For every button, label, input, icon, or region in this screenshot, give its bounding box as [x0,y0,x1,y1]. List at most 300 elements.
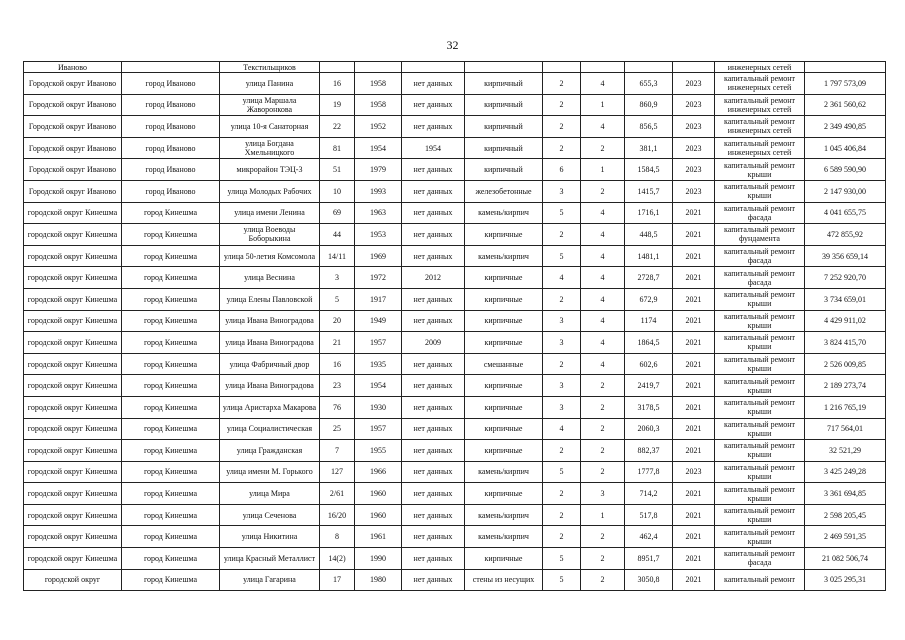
table-row [24,396,886,418]
table-row [24,569,886,591]
area-cell: 860,9 [625,94,673,116]
renovation-year-cell: нет данных [402,569,465,591]
area-cell: 3178,5 [625,396,673,418]
entrances-cell: 4 [581,288,625,310]
build-year-cell: 1954 [355,375,402,397]
work-type-cell: капитальный ремонт крыши [715,353,805,375]
house-number-cell: 17 [320,569,355,591]
build-year-cell: 1966 [355,461,402,483]
municipality-cell: городской округ Кинешма [24,267,122,289]
table-row [24,116,886,138]
house-number-cell: 2/61 [320,483,355,505]
cost-cell: 2 469 591,35 [805,526,886,548]
wall-material-cell: кирпичный [465,159,543,181]
street-cell: улица Веснина [220,267,320,289]
area-cell: 2419,7 [625,375,673,397]
cost-cell: 1 216 765,19 [805,396,886,418]
wall-material-cell: кирпичные [465,375,543,397]
entrances-cell: 2 [581,569,625,591]
settlement-cell: город Кинешма [122,461,220,483]
street-cell: улица Елены Павловской [220,288,320,310]
municipality-cell: городской округ Кинешма [24,418,122,440]
table-row [24,548,886,570]
settlement-cell: город Кинешма [122,375,220,397]
cost-cell: 472 855,92 [805,224,886,246]
plan-year-cell: 2021 [673,332,715,354]
entrances-cell: 2 [581,548,625,570]
cost-cell: 1 045 406,84 [805,137,886,159]
plan-year-cell: 2021 [673,267,715,289]
area-cell: 1415,7 [625,180,673,202]
work-type-cell: капитальный ремонт крыши [715,418,805,440]
table-row [24,159,886,181]
settlement-cell: город Иваново [122,137,220,159]
entrances-cell: 4 [581,245,625,267]
house-number-cell: 16 [320,73,355,95]
settlement-cell: город Кинешма [122,396,220,418]
build-year-cell: 1958 [355,73,402,95]
area-cell: 882,37 [625,440,673,462]
plan-year-cell: 2023 [673,159,715,181]
wall-material-cell: кирпичные [465,548,543,570]
street-cell: улица Гагарина [220,569,320,591]
house-number-cell [320,62,355,73]
build-year-cell: 1972 [355,267,402,289]
table-row [24,224,886,246]
entrances-cell: 4 [581,202,625,224]
wall-material-cell: кирпичные [465,396,543,418]
table-row [24,245,886,267]
wall-material-cell: кирпичный [465,73,543,95]
municipality-cell: Городской округ Иваново [24,137,122,159]
table-row [24,310,886,332]
house-number-cell: 20 [320,310,355,332]
street-cell: улица имени М. Горького [220,461,320,483]
wall-material-cell: камень/кирпич [465,504,543,526]
renovation-year-cell: нет данных [402,375,465,397]
settlement-cell: город Иваново [122,116,220,138]
plan-year-cell: 2021 [673,396,715,418]
table-row [24,267,886,289]
table-row [24,461,886,483]
municipality-cell: городской округ Кинешма [24,245,122,267]
municipality-cell: городской округ Кинешма [24,375,122,397]
plan-year-cell: 2023 [673,461,715,483]
settlement-cell: город Кинешма [122,353,220,375]
floors-cell: 5 [543,461,581,483]
settlement-cell: город Иваново [122,94,220,116]
wall-material-cell: железобетонные [465,180,543,202]
floors-cell: 2 [543,137,581,159]
work-type-cell: капитальный ремонт инженерных сетей [715,116,805,138]
work-type-cell: капитальный ремонт крыши [715,440,805,462]
settlement-cell: город Кинешма [122,483,220,505]
settlement-cell: город Иваново [122,180,220,202]
page-number: 32 [446,38,459,52]
wall-material-cell: кирпичные [465,224,543,246]
cost-cell: 3 425 249,28 [805,461,886,483]
area-cell [625,62,673,73]
house-number-cell: 10 [320,180,355,202]
work-type-cell: капитальный ремонт крыши [715,504,805,526]
work-type-cell: инженерных сетей [715,62,805,73]
area-cell: 1716,1 [625,202,673,224]
plan-year-cell: 2021 [673,504,715,526]
plan-year-cell: 2021 [673,288,715,310]
table-row [24,94,886,116]
street-cell: улица Никитина [220,526,320,548]
area-cell: 1864,5 [625,332,673,354]
table-row [24,180,886,202]
entrances-cell: 1 [581,159,625,181]
municipality-cell: городской округ Кинешма [24,353,122,375]
house-number-cell: 19 [320,94,355,116]
work-type-cell: капитальный ремонт [715,569,805,591]
renovation-year-cell: нет данных [402,548,465,570]
floors-cell: 3 [543,396,581,418]
street-cell: улица имени Ленина [220,202,320,224]
work-type-cell: капитальный ремонт фасада [715,202,805,224]
entrances-cell: 2 [581,375,625,397]
renovation-year-cell: нет данных [402,116,465,138]
build-year-cell: 1953 [355,224,402,246]
street-cell: улица Маршала Жаворонкова [220,94,320,116]
area-cell: 448,5 [625,224,673,246]
plan-year-cell: 2021 [673,483,715,505]
work-type-cell: капитальный ремонт крыши [715,288,805,310]
street-cell: улица Аристарха Макарова [220,396,320,418]
wall-material-cell: кирпичные [465,288,543,310]
house-number-cell: 14(2) [320,548,355,570]
cost-cell: 6 589 590,90 [805,159,886,181]
table-row [24,137,886,159]
plan-year-cell: 2021 [673,548,715,570]
house-number-cell: 7 [320,440,355,462]
cost-cell: 7 252 920,70 [805,267,886,289]
municipality-cell: городской округ Кинешма [24,548,122,570]
floors-cell: 6 [543,159,581,181]
renovation-year-cell: нет данных [402,224,465,246]
cost-cell: 21 082 506,74 [805,548,886,570]
floors-cell: 2 [543,440,581,462]
street-cell: улица Сеченова [220,504,320,526]
entrances-cell: 4 [581,267,625,289]
plan-year-cell: 2023 [673,116,715,138]
municipality-cell: городской округ [24,569,122,591]
renovation-year-cell: 2012 [402,267,465,289]
settlement-cell: город Кинешма [122,569,220,591]
renovation-year-cell: 1954 [402,137,465,159]
area-cell: 602,6 [625,353,673,375]
build-year-cell: 1980 [355,569,402,591]
wall-material-cell: кирпичные [465,267,543,289]
floors-cell: 2 [543,288,581,310]
area-cell: 3050,8 [625,569,673,591]
area-cell: 517,8 [625,504,673,526]
area-cell: 856,5 [625,116,673,138]
cost-cell: 1 797 573,09 [805,73,886,95]
entrances-cell: 4 [581,310,625,332]
build-year-cell: 1930 [355,396,402,418]
build-year-cell: 1952 [355,116,402,138]
municipality-cell: городской округ Кинешма [24,310,122,332]
street-cell: улица Мира [220,483,320,505]
renovation-year-cell: нет данных [402,418,465,440]
floors-cell: 5 [543,548,581,570]
floors-cell: 5 [543,245,581,267]
plan-year-cell: 2023 [673,73,715,95]
work-type-cell: капитальный ремонт инженерных сетей [715,137,805,159]
work-type-cell: капитальный ремонт крыши [715,310,805,332]
table-row [24,73,886,95]
table-row [24,62,886,73]
plan-year-cell: 2021 [673,224,715,246]
build-year-cell: 1949 [355,310,402,332]
wall-material-cell: смешанные [465,353,543,375]
work-type-cell: капитальный ремонт крыши [715,180,805,202]
entrances-cell: 2 [581,526,625,548]
cost-cell: 2 189 273,74 [805,375,886,397]
wall-material-cell: камень/кирпич [465,461,543,483]
entrances-cell: 4 [581,116,625,138]
cost-cell: 32 521,29 [805,440,886,462]
settlement-cell: город Кинешма [122,267,220,289]
house-number-cell: 5 [320,288,355,310]
house-number-cell: 44 [320,224,355,246]
municipality-cell: городской округ Кинешма [24,440,122,462]
cost-cell: 3 361 694,85 [805,483,886,505]
wall-material-cell: кирпичные [465,440,543,462]
wall-material-cell: кирпичный [465,116,543,138]
street-cell: улица Фабричный двор [220,353,320,375]
table-row [24,375,886,397]
work-type-cell: капитальный ремонт крыши [715,396,805,418]
floors-cell: 4 [543,267,581,289]
area-cell: 8951,7 [625,548,673,570]
wall-material-cell: камень/кирпич [465,245,543,267]
area-cell: 2728,7 [625,267,673,289]
renovation-year-cell: нет данных [402,483,465,505]
municipality-cell: Городской округ Иваново [24,73,122,95]
work-type-cell: капитальный ремонт крыши [715,461,805,483]
renovation-year-cell: нет данных [402,288,465,310]
floors-cell: 2 [543,483,581,505]
plan-year-cell: 2021 [673,569,715,591]
street-cell: улица Красный Металлист [220,548,320,570]
work-type-cell: капитальный ремонт инженерных сетей [715,73,805,95]
municipality-cell: городской округ Кинешма [24,461,122,483]
settlement-cell: город Кинешма [122,288,220,310]
build-year-cell: 1963 [355,202,402,224]
renovation-year-cell: нет данных [402,526,465,548]
municipality-cell: городской округ Кинешма [24,396,122,418]
municipality-cell: городской округ Кинешма [24,332,122,354]
street-cell: улица Социалистическая [220,418,320,440]
floors-cell: 3 [543,375,581,397]
street-cell: улица Молодых Рабочих [220,180,320,202]
street-cell: улица 50-летия Комсомола [220,245,320,267]
house-number-cell: 21 [320,332,355,354]
street-cell: улица Панина [220,73,320,95]
cost-cell: 4 041 655,75 [805,202,886,224]
plan-year-cell: 2021 [673,526,715,548]
plan-year-cell [673,62,715,73]
entrances-cell: 4 [581,332,625,354]
street-cell: микрорайон ТЭЦ-3 [220,159,320,181]
municipality-cell: Городской округ Иваново [24,94,122,116]
municipality-cell: Городской округ Иваново [24,116,122,138]
floors-cell: 4 [543,418,581,440]
house-number-cell: 51 [320,159,355,181]
build-year-cell: 1935 [355,353,402,375]
settlement-cell: город Кинешма [122,526,220,548]
cost-cell: 3 824 415,70 [805,332,886,354]
build-year-cell: 1957 [355,332,402,354]
municipality-cell: городской округ Кинешма [24,202,122,224]
work-type-cell: капитальный ремонт фундамента [715,224,805,246]
cost-cell: 3 734 659,01 [805,288,886,310]
table-row [24,526,886,548]
wall-material-cell [465,62,543,73]
area-cell: 672,9 [625,288,673,310]
plan-year-cell: 2023 [673,137,715,159]
work-type-cell: капитальный ремонт крыши [715,375,805,397]
area-cell: 462,4 [625,526,673,548]
build-year-cell: 1990 [355,548,402,570]
municipality-cell: Городской округ Иваново [24,159,122,181]
floors-cell: 5 [543,569,581,591]
build-year-cell: 1960 [355,504,402,526]
street-cell: улица Ивана Виноградова [220,332,320,354]
area-cell: 1481,1 [625,245,673,267]
street-cell: улица Ивана Виноградова [220,310,320,332]
floors-cell: 3 [543,180,581,202]
build-year-cell: 1960 [355,483,402,505]
street-cell: улица 10-я Санаторная [220,116,320,138]
floors-cell [543,62,581,73]
build-year-cell: 1955 [355,440,402,462]
cost-cell: 2 526 009,85 [805,353,886,375]
renovation-year-cell: нет данных [402,159,465,181]
wall-material-cell: камень/кирпич [465,202,543,224]
renovation-year-cell [402,62,465,73]
build-year-cell: 1993 [355,180,402,202]
settlement-cell: город Кинешма [122,332,220,354]
house-number-cell: 14/11 [320,245,355,267]
renovation-year-cell: нет данных [402,310,465,332]
cost-cell: 2 147 930,00 [805,180,886,202]
work-type-cell: капитальный ремонт крыши [715,526,805,548]
settlement-cell: город Кинешма [122,224,220,246]
plan-year-cell: 2023 [673,180,715,202]
floors-cell: 3 [543,310,581,332]
street-cell: улица Гражданская [220,440,320,462]
house-number-cell: 16/20 [320,504,355,526]
cost-cell: 717 564,01 [805,418,886,440]
build-year-cell: 1961 [355,526,402,548]
wall-material-cell: кирпичные [465,332,543,354]
table-row [24,440,886,462]
settlement-cell: город Иваново [122,159,220,181]
area-cell: 714,2 [625,483,673,505]
wall-material-cell: кирпичный [465,94,543,116]
area-cell: 1777,8 [625,461,673,483]
renovation-year-cell: нет данных [402,504,465,526]
table-row [24,418,886,440]
cost-cell: 2 361 560,62 [805,94,886,116]
house-number-cell: 76 [320,396,355,418]
work-type-cell: капитальный ремонт крыши [715,159,805,181]
build-year-cell [355,62,402,73]
area-cell: 655,3 [625,73,673,95]
cost-cell: 2 598 205,45 [805,504,886,526]
floors-cell: 3 [543,332,581,354]
settlement-cell: город Кинешма [122,504,220,526]
municipality-cell: городской округ Кинешма [24,224,122,246]
area-cell: 2060,3 [625,418,673,440]
renovation-year-cell: нет данных [402,353,465,375]
entrances-cell: 2 [581,440,625,462]
plan-year-cell: 2021 [673,375,715,397]
floors-cell: 2 [543,224,581,246]
street-cell: Текстильщиков [220,62,320,73]
cost-cell: 2 349 490,85 [805,116,886,138]
plan-year-cell: 2021 [673,440,715,462]
street-cell: улица Богдана Хмельницкого [220,137,320,159]
plan-year-cell: 2021 [673,202,715,224]
plan-year-cell: 2021 [673,418,715,440]
wall-material-cell: кирпичный [465,137,543,159]
floors-cell: 2 [543,116,581,138]
municipality-cell: городской округ Кинешма [24,504,122,526]
settlement-cell: город Кинешма [122,440,220,462]
renovation-year-cell: нет данных [402,461,465,483]
settlement-cell [122,62,220,73]
entrances-cell: 2 [581,418,625,440]
entrances-cell: 4 [581,224,625,246]
cost-cell [805,62,886,73]
wall-material-cell: камень/кирпич [465,526,543,548]
table-body [24,62,886,591]
street-cell: улица Воеводы Боборыкина [220,224,320,246]
entrances-cell: 3 [581,483,625,505]
table-row [24,504,886,526]
plan-year-cell: 2021 [673,310,715,332]
area-cell: 381,1 [625,137,673,159]
floors-cell: 5 [543,202,581,224]
house-number-cell: 69 [320,202,355,224]
house-number-cell: 81 [320,137,355,159]
plan-year-cell: 2021 [673,245,715,267]
municipality-cell: Городской округ Иваново [24,180,122,202]
floors-cell: 2 [543,504,581,526]
work-type-cell: капитальный ремонт фасада [715,267,805,289]
floors-cell: 2 [543,73,581,95]
plan-year-cell: 2021 [673,353,715,375]
table-row [24,332,886,354]
build-year-cell: 1958 [355,94,402,116]
work-type-cell: капитальный ремонт фасада [715,548,805,570]
renovation-year-cell: нет данных [402,73,465,95]
settlement-cell: город Кинешма [122,548,220,570]
house-number-cell: 22 [320,116,355,138]
floors-cell: 2 [543,94,581,116]
street-cell: улица Ивана Виноградова [220,375,320,397]
entrances-cell: 2 [581,396,625,418]
table-row [24,353,886,375]
cost-cell: 39 356 659,14 [805,245,886,267]
municipality-cell: городской округ Кинешма [24,288,122,310]
